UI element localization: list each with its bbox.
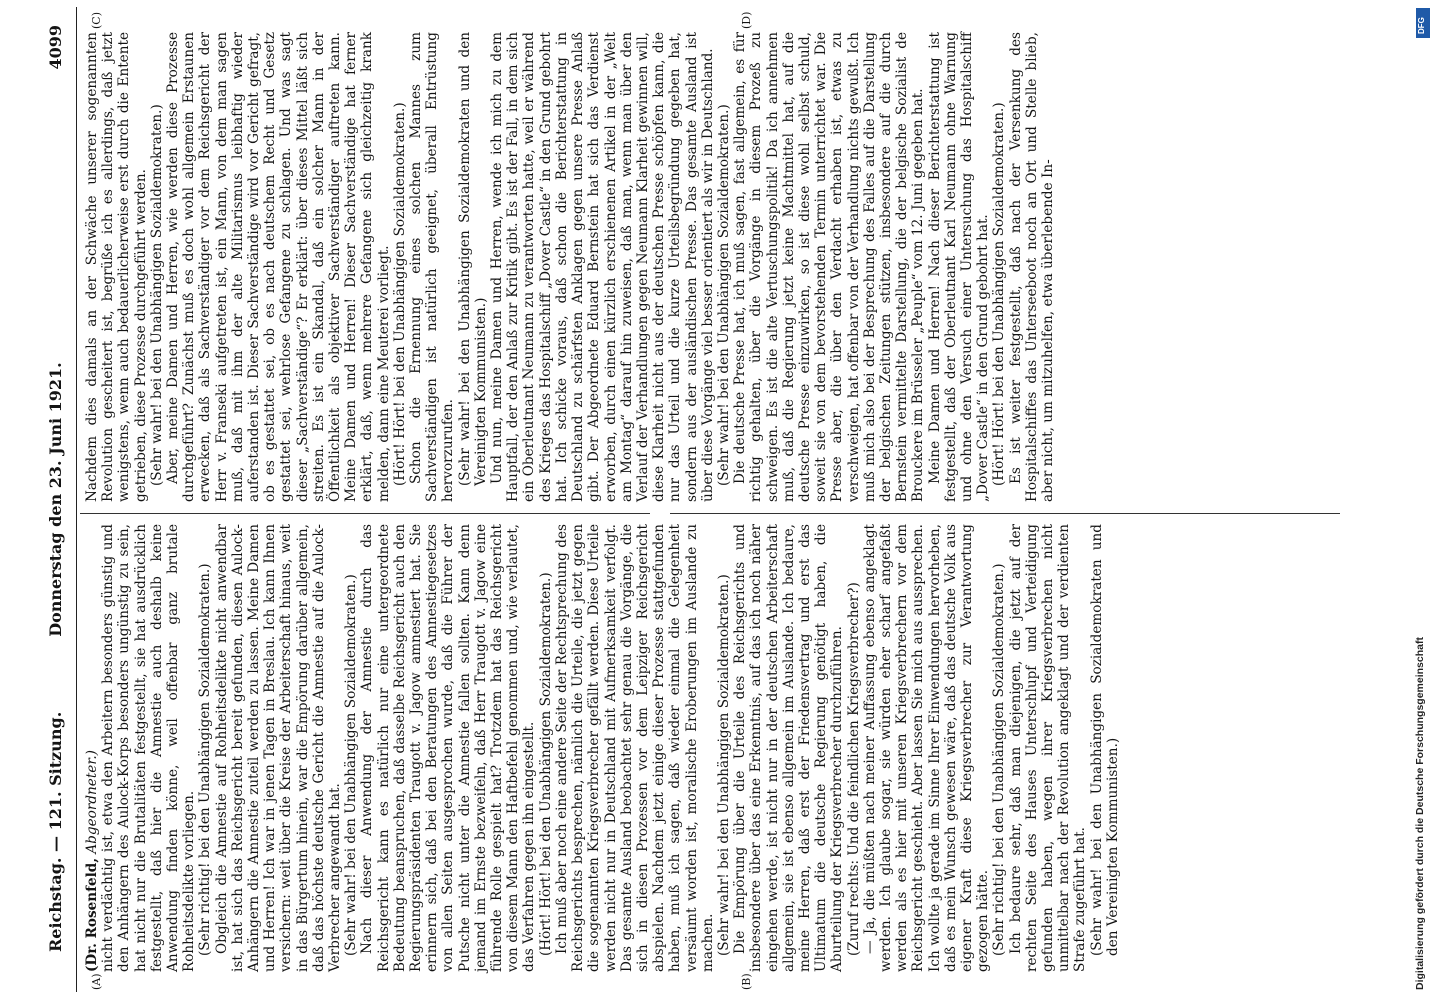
interjection: (Sehr wahr! bei den Unabhängigen Sozialdemokraten.) xyxy=(148,104,165,486)
speaker-role: Abgeordneter.) xyxy=(84,750,100,858)
interjection: (Hört! Hört! bei den Unabhängigen Sozialdemokraten.) xyxy=(537,572,554,956)
speaker-name: (Dr. Rosenfeld, xyxy=(84,857,100,972)
paragraph: Schon die Ernennung eines solchen Mannes zum Sachverständigen ist natürlich geeignet, überall Entrüstung hervorzurufen. xyxy=(408,32,457,502)
digitization-credit xyxy=(1408,10,1434,990)
paragraph: Es ist weiter festgestellt, daß nach der Versenkung des Hospitalschiffes das Unterseeboot noch an Ort und Stelle blieb, aber nicht, um mitzuhelfen, etwa überlebende In- xyxy=(1007,32,1056,502)
left-column xyxy=(84,524,1121,972)
dfg-logo-icon: DFG xyxy=(1416,8,1430,38)
interjection: (Hört! Hört! bei den Unabhängigen Sozialdemokraten.) xyxy=(991,102,1008,486)
credit-text: Digitalisierung gefördert durch die Deutsche Forschungsgemeinschaft xyxy=(1414,637,1426,990)
page-number: 4099 xyxy=(46,25,65,70)
paragraph: Meine Damen und Herren! Nach dieser Berichterstattung ist festgestellt, daß der Oberleutnant Karl Neumann ohne Warnung und ohne den Versuch einer Untersuchung das Hospitalschiff „Dover Castle“ in den Grund gebohrt hat. xyxy=(926,32,992,502)
interjection: (Sehr wahr! bei den Unabhängigen Sozialdemokraten.) xyxy=(715,104,732,486)
interjection: (Zuruf rechts: Und die feindlichen Kriegsverbrecher?) xyxy=(845,582,862,956)
interjection: (Sehr wahr! bei den Unabhängigen Sozialdemokraten.) xyxy=(715,574,732,956)
column-divider xyxy=(670,513,1340,514)
header-date: Donnerstag den 23. Juni 1921. xyxy=(46,362,65,637)
column-divider xyxy=(80,513,650,514)
paragraph: Nach dieser Anwendung der Amnestie durch das Reichsgericht kann es natürlich nur eine untergeordnete Bedeutung beanspruchen, daß dasselbe Reichsgericht auch den Regierungspräsidenten Traugott v. Jagow amnestiert hat. Sie erinnern sich, daß bei den Beratungen des Amnestiegesetzes von allen Seiten ausgesprochen wurde, daß die Führer der Putsche nicht unter die Amnestie fallen sollten. Kann denn jemand im Ernste bezweifeln, daß Herr Traugott v. Jagow eine führende Rolle gespielt hat? Trotzdem hat das Reichsgericht von diesem Mann den Haftbefehl genommen und, wie verlautet, das Verfahren gegen ihn eingestellt. xyxy=(359,524,538,972)
paragraph: — Ja, die müßten nach meiner Auffassung ebenso angeklagt werden. Ich glaube sogar, sie würden eher scharf angefaßt werden als es hier mit unseren Kriegsverbrechern vor dem Reichsgericht geschieht. Aber lassen Sie mich aus aussprechen. Ich wollte ja gerade im Sinne Ihrer Einwendungen hervorheben, daß es mein Wunsch gewesen wäre, daß das deutsche Volk aus eigener Kraft diese Kriegsverbrecher zur Verantwortung gezogen hätte. xyxy=(861,524,992,972)
running-header xyxy=(40,7,77,992)
document-page xyxy=(40,7,1358,992)
interjection: (Hört! Hört! bei den Unabhängigen Sozialdemokraten.) xyxy=(391,102,408,486)
paragraph: Aber, meine Damen und Herren, wie werden diese Prozesse durchgeführt? Zunächst muß es doch wohl allgemein Erstaunen erwecken, daß als Sachverständiger vor dem Reichsgericht der Herr v. Franseki aufgetreten ist, ein Mann, von dem man sagen muß, daß mit ihm der alte Militarismus leibhaftig wieder auferstanden ist. Dieser Sachverständige wird vor Gericht gefragt, ob es gestattet sei, ob es nach deutschem Recht und Gesetz gestattet sei, wehrlose Gefangene zu schlagen. Und was sagt dieser „Sachverständige“? Er erklärt: über dieses Mittel läßt sich streiten. Es ist ein Skandal, daß ein solcher Mann in der Öffentlichkeit als objektiver Sachverständiger auftreten kann. Meine Damen und Herren! Dieser Sachverständige hat ferner erklärt, daß, wenn mehrere Gefangene sich gleichzeitig krank melden, dann eine Meuterei vorliegt. xyxy=(165,32,392,502)
paragraph: Obgleich die Amnestie auf Rohheitsdelikte nicht anwendbar ist, hat sich das Reichsgericht bereit gefunden, diesen Aulock-Anhängern die Amnestie zuteil werden zu lassen. Meine Damen und Herren! Ich war in jenen Tagen in Breslau. Ich kann Ihnen versichern: weit über die Kreise der Arbeiterschaft hinaus, weit in das Bürgertum hinein, war die Empörung darüber allgemein, daß das höchste deutsche Gericht die Amnestie auf die Aulock-Verbrecher angewandt hat. xyxy=(213,524,344,972)
paragraph: Ich muß aber noch eine andere Seite der Rechtsprechung des Reichsgerichts besprechen, nämlich die Urteile, die jetzt gegen die sogenannten Kriegsverbrecher gefällt werden. Diese Urteile werden nicht nur in Deutschland mit Aufmerksamkeit verfolgt. Das gesamte Ausland beobachtet sehr genau die Vorgänge, die sich in diesen Prozessen vor dem Leipziger Reichsgericht abspielen. Nachdem jetzt einige dieser Prozesse stattgefunden haben, muß ich sagen, daß wieder einmal die Gelegenheit versäumt worden ist, moralische Eroberungen im Auslande zu machen. xyxy=(553,524,716,972)
header-left: Reichstag. — 121. Sitzung. xyxy=(46,711,65,952)
paragraph: Ich bedaure sehr, daß man diejenigen, die jetzt auf der rechten Seite des Hauses Unterschlupf und Verteidigung gefunden haben, wegen ihrer Kriegsverbrechen nicht unmittelbar nach der Revolution angeklagt und der verdienten Strafe zugeführt hat. xyxy=(1007,524,1089,972)
paragraph: Nachdem dies damals an der Schwäche unserer sogenannten Revolution gescheitert ist, begrüße ich es allerdings, daß jetzt wenigstens, wenn auch bedauerlicherweise erst durch die Entente getrieben, diese Prozesse durchgeführt werden. xyxy=(84,32,149,502)
paragraph: nicht verdächtig ist, etwa den Arbeitern besonders günstig und den Anhängern des Aulock-Korps besonders ungünstig zu sein, hat nicht nur die Brutalitäten festgestellt, sie hat ausdrücklich festgestellt, daß hier die Amnestie auch deshalb keine Anwendung finden könne, weil offenbar ganz brutale Rohheitsdelikte vorliegen. xyxy=(100,524,198,972)
interjection: (Sehr wahr! bei den Unabhängigen Sozialdemokraten und den Vereinigten Kommunisten.) xyxy=(456,32,489,486)
right-column xyxy=(84,32,1056,502)
interjection: (Sehr wahr! bei den Unabhängigen Sozialdemokraten und den Vereinigten Kommunisten.) xyxy=(1088,524,1121,956)
paragraph: Die deutsche Presse hat, ich muß sagen, fast allgemein, es für richtig gehalten, über die Vorgänge in diesem Prozeß zu schweigen. Es ist die alte Vertuschungspolitik! Da ich annehmen muß, daß die Regierung jetzt keine Machtmittel hat, auf die deutsche Presse einzuwirken, so ist diese wohl selbst schuld, soweit sie von dem bevorstehenden Termin unterrichtet war. Die Presse aber, die über den Verdacht erhaben ist, etwas zu verschweigen, hat offenbar von der Verhandlung nichts gewußt. Ich muß mich also bei der Besprechung des Falles auf die Darstellung der belgischen Zeitungen stützen, insbesondere auf die durch Bernstein vermittelte Darstellung, die der belgische Sozialist de Brouckere im Brüsseler „Peuple“ vom 12. Juni gegeben hat. xyxy=(732,32,927,502)
speaker-line xyxy=(84,524,100,972)
interjection: (Sehr richtig! bei den Unabhängigen Sozialdemokraten.) xyxy=(991,563,1008,956)
interjection: (Sehr richtig! bei den Unabhängigen Sozialdemokraten.) xyxy=(197,563,214,956)
margin-mark-a: (A) xyxy=(90,973,103,990)
paragraph: Die Empörung über die Urteile des Reichsgerichts und insbesondere über das eine Erkenntnis, auf das ich noch näher eingehen werde, ist nicht nur in der deutschen Arbeiterschaft allgemein, sie ist ebenso allgemein im Auslande. Ich bedaure, meine Herren, daß erst der Friedensvertrag und erst das Ultimatum die deutsche Regierung genötigt haben, die Aburteilung der Kriegsverbrecher durchzuführen. xyxy=(732,524,846,972)
margin-mark-b: (B) xyxy=(740,973,753,990)
interjection: (Sehr wahr! bei den Unabhängigen Sozialdemokraten.) xyxy=(343,574,360,956)
margin-mark-c: (C) xyxy=(90,12,103,29)
margin-mark-d: (D) xyxy=(740,11,753,29)
paragraph: Und nun, meine Damen und Herren, wende ich mich zu dem Hauptfall, der den Anlaß zur Kritik gibt. Es ist der Fall, in dem sich ein Oberleutnant Neumann zu verantworten hatte, weil er während des Krieges das Hospitalschiff „Dover Castle“ in den Grund gebohrt hat. Ich schicke voraus, daß schon die Berichterstattung in Deutschland zu schärfsten Anklagen gegen unsere Presse Anlaß gibt. Der Abgeordnete Eduard Bernstein hat sich das Verdienst erworben, durch einen kürzlich erschienenen Artikel in der „Welt am Montag“ darauf hin zuweisen, daß man, wenn man über den Verlauf der Verhandlungen gegen Neumann Klarheit gewinnen will, diese Klarheit nicht aus der deutschen Presse schöpfen kann, die nur das Urteil und die kurze Urteilsbegründung gegeben hat, sondern aus der ausländischen Presse. Das gesamte Ausland ist über diese Vorgänge viel besser orientiert als wir in Deutschland. xyxy=(489,32,716,502)
